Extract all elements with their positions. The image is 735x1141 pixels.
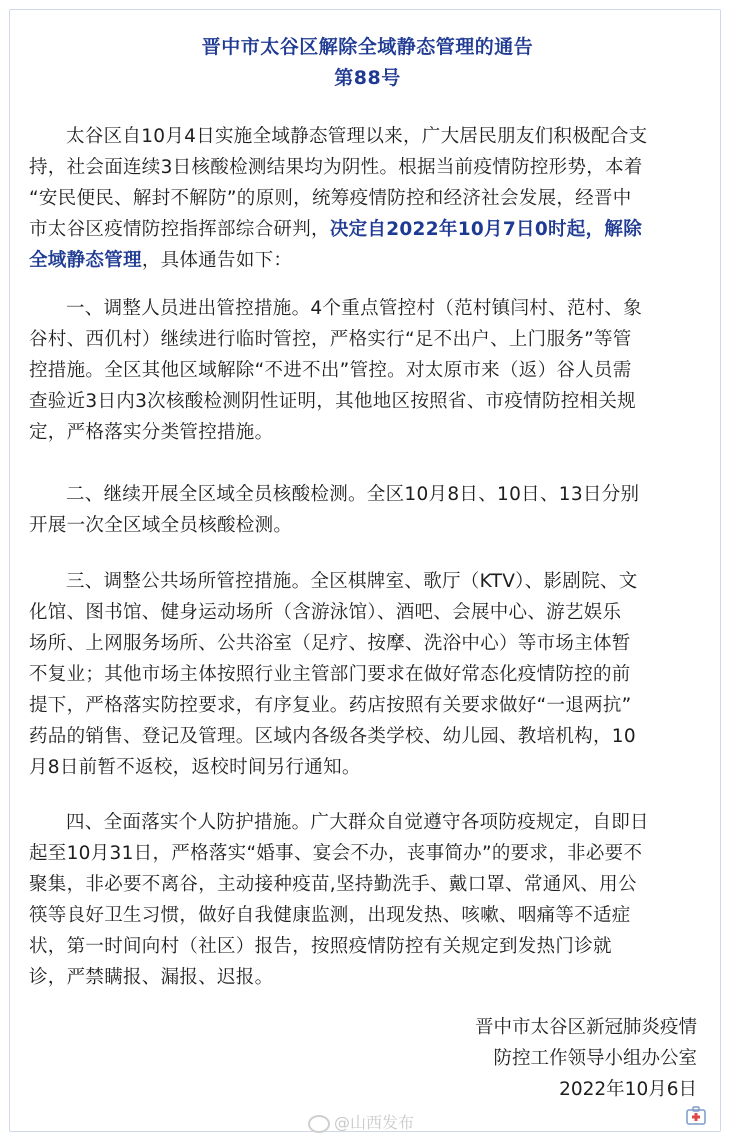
section-2-paragraph <box>29 479 709 541</box>
section-line: 提下，严格落实防控要求，有序复业。药店按照有关要求做好“一退两抗” <box>29 695 632 716</box>
intro-line: 持，社会面连续3日核酸检测结果均为阴性。根据当前疫情防控形势，本着 <box>29 157 643 178</box>
intro-line <box>29 214 709 245</box>
section-line: 二、继续开展全区域全员核酸检测。全区10月8日、10日、13日分别 <box>66 484 640 505</box>
section-line: 三、调整公共场所管控措施。全区棋牌室、歌厅（KTV）、影剧院、文 <box>66 571 638 592</box>
section-line: 诊，严禁瞒报、漏报、迟报。 <box>29 967 274 988</box>
medical-kit-icon <box>684 1104 708 1128</box>
decision-highlight: 全域静态管理 <box>29 250 142 271</box>
intro-line: 太谷区自10月4日实施全域静态管理以来，广大居民朋友们积极配合支 <box>66 126 648 147</box>
intro-text: 市太谷区疫情防控指挥部综合研判， <box>29 219 330 240</box>
decision-highlight: 决定自2022年10月7日0时起，解除 <box>329 219 642 240</box>
issue-date: 2022年10月6日 <box>559 1079 697 1100</box>
section-line: 场所、上网服务场所、公共浴室（足疗、按摩、洗浴中心）等市场主体暂 <box>29 633 631 654</box>
section-line: 化馆、图书馆、健身运动场所（含游泳馆）、酒吧、会展中心、游艺娱乐 <box>29 602 622 623</box>
section-4-paragraph <box>29 807 709 993</box>
section-line: 谷村、西仉村）继续进行临时管控，严格实行“足不出户、上门服务”等管 <box>29 329 632 350</box>
section-3-paragraph <box>29 566 709 783</box>
section-line: 起至10月31日，严格落实“婚事、宴会不办，丧事简办”的要求，非必要不 <box>29 843 643 864</box>
intro-paragraph <box>29 121 709 276</box>
section-line: 控措施。全区其他区域解除“不进不出”管控。对太原市来（返）谷人员需 <box>29 360 632 381</box>
weibo-watermark <box>308 1110 414 1133</box>
section-line: 聚集，非必要不离谷，主动接种疫苗,坚持勤洗手、戴口罩、常通风、用公 <box>29 874 637 895</box>
section-line: 查验近3日内3次核酸检测阴性证明，其他地区按照省、市疫情防控相关规 <box>29 391 636 412</box>
section-line: 一、调整人员进出管控措施。4个重点管控村（范村镇闫村、范村、象 <box>66 298 643 319</box>
intro-line <box>29 245 709 276</box>
issuer-org-line2: 防控工作领导小组办公室 <box>493 1048 697 1069</box>
section-line: 筷等良好卫生习惯，做好自我健康监测，出现发热、咳嗽、咽痛等不适症 <box>29 905 631 926</box>
section-1-paragraph <box>29 293 709 448</box>
section-line: 药品的销售、登记及管理。区域内各级各类学校、幼儿园、教培机构，10 <box>29 726 636 747</box>
section-line: 四、全面落实个人防护措施。广大群众自觉遵守各项防疫规定，自即日 <box>66 812 649 833</box>
section-line: 不复业；其他市场主体按照行业主管部门要求在做好常态化疫情防控的前 <box>29 664 631 685</box>
notice-number: 第88号 <box>334 67 401 89</box>
watermark-text: @山西发布 <box>334 1113 415 1132</box>
section-line: 定，严格落实分类管控措施。 <box>29 422 274 443</box>
weibo-logo-icon <box>308 1115 330 1133</box>
section-line: 月8日前暂不返校，返校时间另行通知。 <box>29 757 361 778</box>
notice-title: 晋中市太谷区解除全域静态管理的通告 <box>201 36 534 58</box>
intro-line: “安民便民、解封不解防”的原则，统筹疫情防控和经济社会发展，经晋中 <box>29 188 632 209</box>
issuer-org-line1: 晋中市太谷区新冠肺炎疫情 <box>474 1017 697 1038</box>
intro-text: ，具体通告如下： <box>141 250 293 271</box>
section-line: 状，第一时间向村（社区）报告，按照疫情防控有关规定到发热门诊就 <box>29 936 612 957</box>
section-line: 开展一次全区域全员核酸检测。 <box>29 515 293 536</box>
